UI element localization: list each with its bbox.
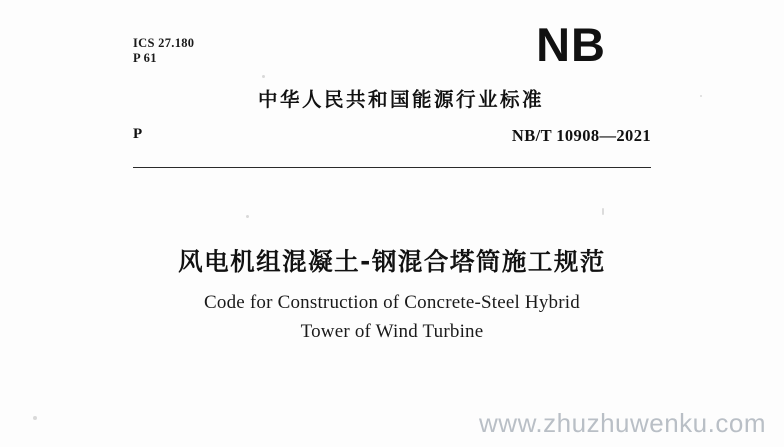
scan-speckle <box>246 215 249 218</box>
document-title-chinese: 风电机组混凝土-钢混合塔筒施工规范 <box>178 247 606 276</box>
ics-code: ICS 27.180 <box>133 36 195 50</box>
ics-subcode: P 61 <box>133 51 157 65</box>
document-title-english-line2: Tower of Wind Turbine <box>300 321 484 342</box>
standard-code-row <box>133 126 651 148</box>
scan-speckle <box>33 416 37 420</box>
nb-logo: NB <box>536 18 606 71</box>
classification-mark: P <box>133 126 143 142</box>
scan-speckle <box>262 75 265 78</box>
organization-title: 中华人民共和国能源行业标准 <box>257 88 544 111</box>
header-divider <box>133 167 651 168</box>
scan-speckle <box>700 95 702 97</box>
standard-number: NB/T 10908—2021 <box>511 126 651 145</box>
document-title-english <box>0 288 784 346</box>
ics-classification-block <box>133 36 194 66</box>
document-title-english-line1: Code for Construction of Concrete-Steel Hybrid <box>204 292 580 313</box>
watermark-text: www.zhuzhuwenku.com <box>479 408 766 438</box>
scan-speckle <box>602 208 604 215</box>
